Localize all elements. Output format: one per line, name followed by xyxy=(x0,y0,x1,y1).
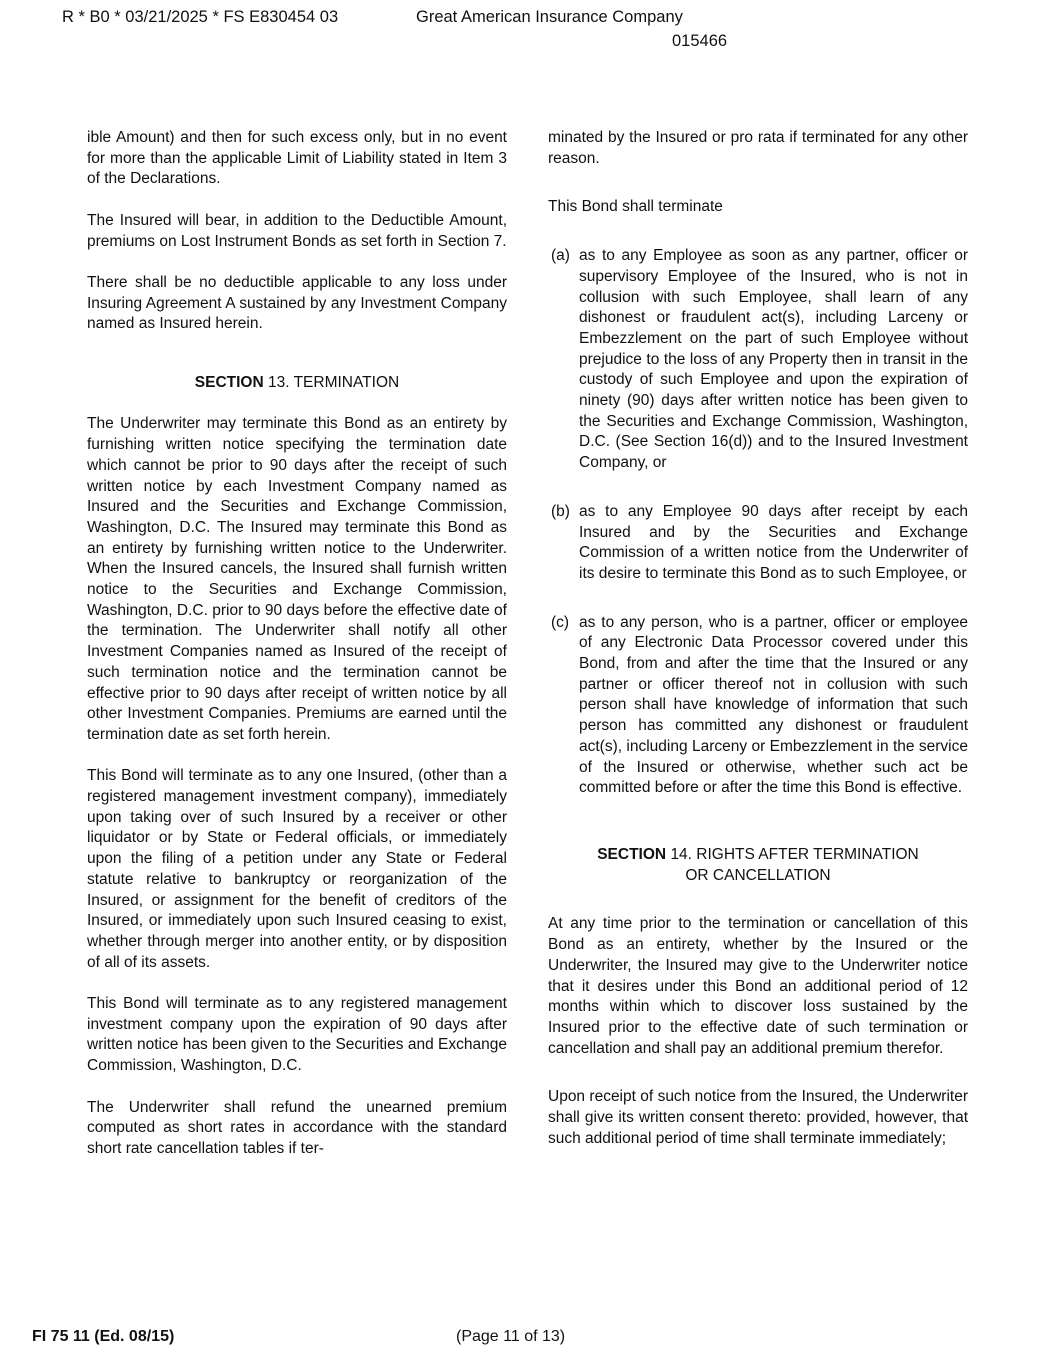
list-label: (c) xyxy=(551,613,570,631)
form-number: FI 75 11 (Ed. 08/15) xyxy=(32,1328,175,1345)
list-text: as to any Employee as soon as any partner, officer or supervisory Employee of the Insured, who is not in collusion with such Employee, shall learn of any dishonest or fraudulent act(s), including Larceny or Embezzlement on the part of such Employee without prejudice to the loss of any Property then in transit in the custody of such Employee and upon the expiration of ninety (90) days after written notice has been given to the Securities and Exchange Commission, Washington, D.C. (See Section 16(d)) and to the Insured Investment Company, or xyxy=(579,247,968,472)
paragraph: minated by the Insured or pro rata if terminated for any other reason. xyxy=(548,129,968,167)
paragraph: The Underwriter shall refund the unearned premium computed as short rates in accordance with the standard short rate cancellation tables if ter- xyxy=(87,1098,507,1157)
right-column xyxy=(548,128,968,1170)
section-title-continued: OR CANCELLATION xyxy=(685,866,831,884)
paragraph: At any time prior to the termination or cancellation of this Bond as an entirety, whether by the Insured or the Underwriter, the Insured may give to the Underwriter notice that it desires under this Bond an additional period of 12 months within which to discover loss sustained by the Insured prior to the effective date of such termination or cancellation and shall pay an additional premium therefor. xyxy=(548,915,968,1057)
section-13-heading xyxy=(87,373,507,394)
list-label: (b) xyxy=(551,502,570,520)
document-number: 015466 xyxy=(672,32,728,50)
company-name: Great American Insurance Company xyxy=(416,8,683,26)
paragraph: This Bond shall terminate xyxy=(548,198,723,216)
left-column xyxy=(87,128,507,1180)
section-title: 13. TERMINATION xyxy=(268,374,400,391)
paragraph: This Bond will terminate as to any one Insured, (other than a registered management investment company), immediately upon taking over of such Insured by a receiver or other liquidator or by State or Federal officials, or immediately upon the filing of a petition under any State or Federal statute relative to bankruptcy or reorganization of the Insured, or assignment for the benefit of creditors of the Insured, or immediately upon such Insured ceasing to exist, whether through merger into another entity, or by disposition of all of its assets. xyxy=(87,767,507,971)
section-label: SECTION xyxy=(597,845,667,863)
paragraph: The Insured will bear, in addition to the Deductible Amount, premiums on Lost Instrument Bonds as set forth in Section 7. xyxy=(87,211,507,250)
list-label: (a) xyxy=(551,247,570,265)
list-text: as to any Employee 90 days after receipt by each Insured and by the Securities and Exchange Commission of a written notice from the Underwriter of its desire to terminate this Bond as to such Employee, or xyxy=(579,502,968,582)
page-number: (Page 11 of 13) xyxy=(456,1328,566,1345)
section-14-heading xyxy=(548,845,968,886)
paragraph: Upon receipt of such notice from the Insured, the Underwriter shall give its written consent thereto: provided, however, that such additional period of time shall terminate immediately; xyxy=(548,1088,968,1147)
list-item xyxy=(548,502,968,585)
section-label: SECTION xyxy=(194,374,264,391)
paragraph: The Underwriter may terminate this Bond as an entirety by furnishing written notice specifying the termination date which cannot be prior to 90 days after the receipt of such written notice by each Investment Company named as Insured and the Securities and Exchange Commission, Washington, D.C. The Insured may terminate this Bond as an entirety by furnishing written notice to the Underwriter. When the Insured cancels, the Insured shall furnish written notice to the Securities and Exchange Commission, Washington, D.C. prior to 90 days before the effective date of the termination. The Underwriter shall notify all other Investment Companies named as Insured of the receipt of such termination notice and the termination cannot be effective prior to 90 days after receipt of written notice by all other Investment Companies. Premiums are earned until the termination date as set forth herein. xyxy=(87,415,507,743)
document-reference: R * B0 * 03/21/2025 * FS E830454 03 xyxy=(62,8,339,26)
paragraph: This Bond will terminate as to any registered management investment company upon the expiration of 90 days after written notice has been given to the Securities and Exchange Commission, Washington, D.C. xyxy=(87,995,507,1075)
paragraph: ible Amount) and then for such excess only, but in no event for more than the applicable Limit of Liability stated in Item 3 of the Declarations. xyxy=(87,129,507,188)
section-title: 14. RIGHTS AFTER TERMINATION xyxy=(670,845,919,863)
list-text: as to any person, who is a partner, officer or employee of any Electronic Data Processor covered under this Bond, from and after the time that the Insured or any partner or officer thereof not in collusion with such person shall have knowledge of information that such person has committed any dishonest or fraudulent act(s), including Larceny or Embezzlement in the service of the Insured or otherwise, whether such act be committed before or after the time this Bond is effective. xyxy=(579,613,968,797)
list-item xyxy=(548,613,968,799)
list-item xyxy=(548,246,968,474)
paragraph: There shall be no deductible applicable to any loss under Insuring Agreement A sustained by any Investment Company named as Insured herein. xyxy=(87,273,507,333)
